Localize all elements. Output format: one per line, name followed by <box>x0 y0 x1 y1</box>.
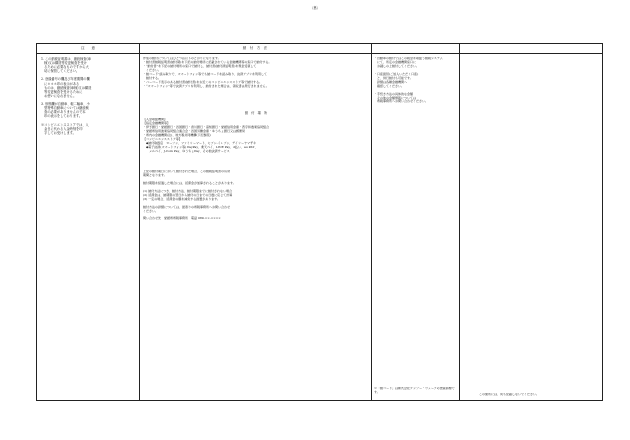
col3-notes: ・自動車の納付ではこの税金を取扱う納税システム にて、所定の金融機関窓口に お越しの上納付してください。 ・口座振替(ご加入いただく口座) と、併行納付も可能です。 詳細は各種金融機関へ 確認してください。 ・手続き方法の具体的な金額 その他の金額情報については 県税事務所へお問い合わせください。 <box>374 57 443 104</box>
header-payment-method: 納 付 方 法 <box>242 46 268 50</box>
column-divider <box>371 44 372 400</box>
notes-text: 1. この納税証明書は、継続検査(車 検)又は構造等変更検査を受け るために必要なものですから大 切に保管してください。 2. 登録番号の欄及び年度期間の欄 に＊＊＊印の表示がある ものは、継続検査(車検)又は構造 等変更検査を受けるために お使いになれません。 3. 形態欄が自動車、軽二輪車、小 型特殊自動車については継続検 査の必要がありませんので本 印の表示をしております。 ※コンビニエンスストアでは、入 金日に代わる入金時刻を印 字してお受けします。 <box>41 57 92 135</box>
header-notes: 注 意 <box>81 46 95 50</box>
notice-table <box>36 43 603 401</box>
column-divider <box>139 44 140 400</box>
table-header <box>37 44 602 54</box>
code-trademark-note: ※「納コード」は株式会社ゲンソー・ウェーブの登録商標です。 <box>374 387 455 394</box>
page-mark: （裏） <box>309 6 321 10</box>
payment-place-title: 納 付 場 所 <box>244 111 268 115</box>
payment-method-text: 作成の納付についてはひとつは以下のとおりになります。 ・納付書納税証明書(納付期)を下記の納付場所に記載されている金融機関等の窓口で納付する。 ・“納付書”を下記の納付場所の窓口で納付し、納付書(納付済証明書)を現金受領して ください。 ・納コード”読み取りで、スマートフォン等でも納コードを読み取り、決済アプリを利用して 納付する。 ・バーコード表示のある納付書(納付書)をお近くのコンビニエンスストア等で納付する。 ・“スマートフォン”等で決済アプリを利用し、納付された場合は、領収書は発行されません。 <box>143 57 272 88</box>
column-divider <box>459 44 460 400</box>
payment-place-list: 【入金取扱機関】 【指定金融機関等】 ・伊予銀行・愛媛銀行・四国銀行・香川銀行・高知銀行・愛媛信用金庫・西宇和農業協同組合 ・愛媛県信用漁業協同組合連合会・四国労働金庫・ゆうちょ銀行又は郵便局 ・県内の金融機関(注)、地方税共同機構(下記参照) 【コンビニエンスストア等】 ◆納付取扱店 ローソン、ファミリーマート、セブン-イレブン、デイリーヤマザキ ◆電子決済(スマートフォン等) PayPay、楽天ペイ、LINE Pay、d払い、au PAY、 メルペイ、J-Coin Pay、ゆうちょPay、その他決済サービス <box>143 118 270 153</box>
do-not-write-note: この箇所には、何も記載しないでください。 <box>479 393 540 396</box>
late-payment-notes: 上記の納付期日において納付された場合、この納税証明書の有効 期間となります。 納付期限を経過した場合には、延滞金が加算されることがあります。 (1) 納付方法につき、納付方法、納付期限までに納付されない場合 (2) 延滞金は、納期限の翌日から納付の日までの日数に応じて計算 (3) 一定の場合、延滞金の額を減免する措置があります。 納付方法の詳細については、最寄りの県税事務所へお問い合わせ ください。 問い合わせ先 愛媛県県税事務所 電話 089-××-×××× <box>143 170 236 221</box>
